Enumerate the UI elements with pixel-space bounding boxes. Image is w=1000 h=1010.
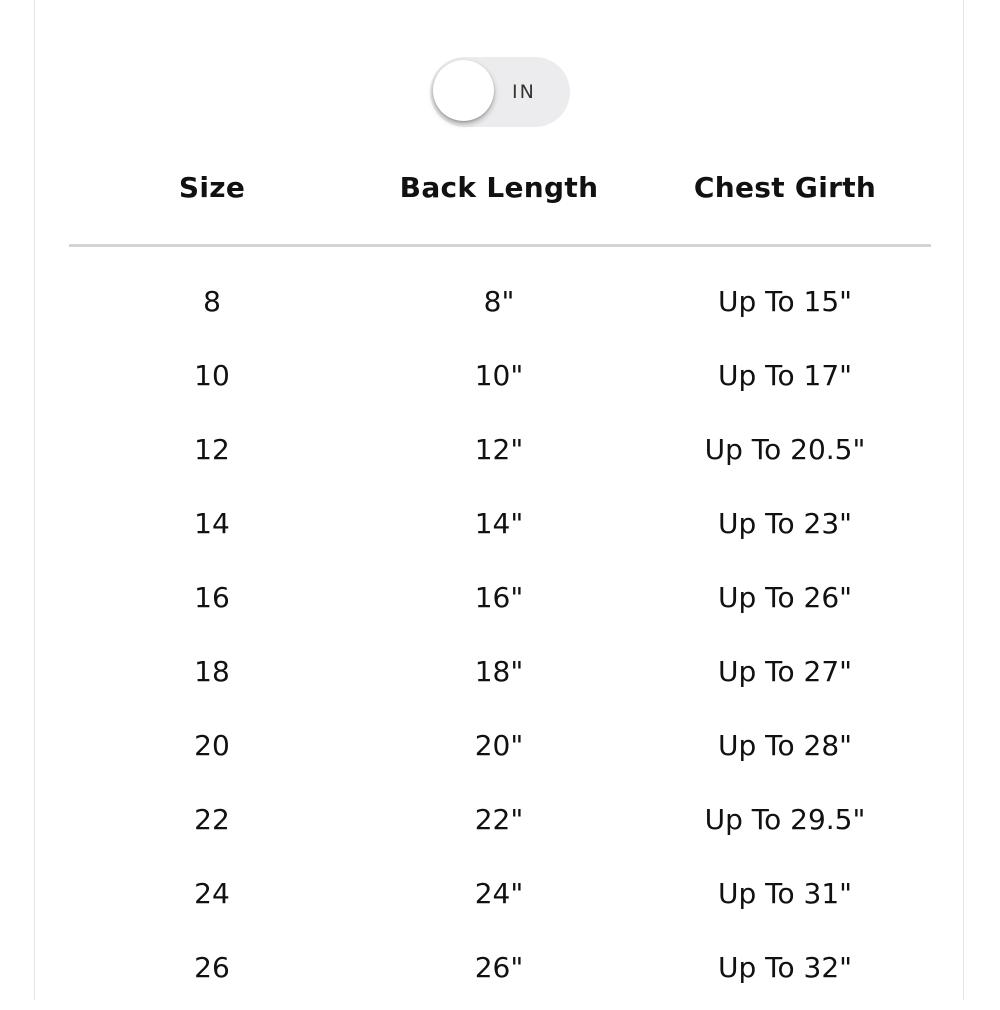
size-cell: 8 (203, 285, 221, 318)
size-cell: 14 (194, 507, 230, 540)
chest-girth-cell: Up To 15" (717, 285, 853, 318)
back-length-cell: 24" (474, 877, 524, 910)
table-row (0, 270, 1000, 344)
chest-girth-cell: Up To 29.5" (704, 803, 866, 836)
chest-girth-cell: Up To 28" (717, 729, 853, 762)
table-row (0, 936, 1000, 1010)
back-length-cell: 14" (474, 507, 524, 540)
chest-girth-cell: Up To 32" (717, 951, 853, 984)
chest-girth-cell: Up To 26" (717, 581, 853, 614)
chest-girth-cell: Up To 17" (717, 359, 853, 392)
header-size: Size (178, 171, 246, 204)
table-row (0, 640, 1000, 714)
header-chest-girth: Chest Girth (693, 171, 877, 204)
size-table-body (0, 270, 1000, 1010)
table-header (0, 168, 1000, 208)
chest-girth-cell: Up To 31" (717, 877, 853, 910)
size-cell: 22 (194, 803, 230, 836)
table-row (0, 418, 1000, 492)
table-row (0, 862, 1000, 936)
size-cell: 26 (194, 951, 230, 984)
table-row (0, 344, 1000, 418)
back-length-cell: 18" (474, 655, 524, 688)
size-cell: 20 (194, 729, 230, 762)
toggle-knob[interactable] (433, 60, 494, 121)
size-cell: 10 (194, 359, 230, 392)
size-cell: 12 (194, 433, 230, 466)
table-row (0, 566, 1000, 640)
back-length-cell: 22" (474, 803, 524, 836)
back-length-cell: 8" (483, 285, 515, 318)
unit-toggle[interactable] (430, 57, 570, 127)
back-length-cell: 26" (474, 951, 524, 984)
chest-girth-cell: Up To 20.5" (704, 433, 866, 466)
unit-toggle-label: IN (512, 81, 536, 103)
size-cell: 16 (194, 581, 230, 614)
table-row (0, 788, 1000, 862)
size-cell: 24 (194, 877, 230, 910)
back-length-cell: 12" (474, 433, 524, 466)
back-length-cell: 20" (474, 729, 524, 762)
table-row (0, 492, 1000, 566)
size-cell: 18 (194, 655, 230, 688)
back-length-cell: 10" (474, 359, 524, 392)
chest-girth-cell: Up To 27" (717, 655, 853, 688)
chest-girth-cell: Up To 23" (717, 507, 853, 540)
back-length-cell: 16" (474, 581, 524, 614)
header-divider (69, 244, 931, 247)
header-back-length: Back Length (399, 171, 599, 204)
table-row (0, 714, 1000, 788)
